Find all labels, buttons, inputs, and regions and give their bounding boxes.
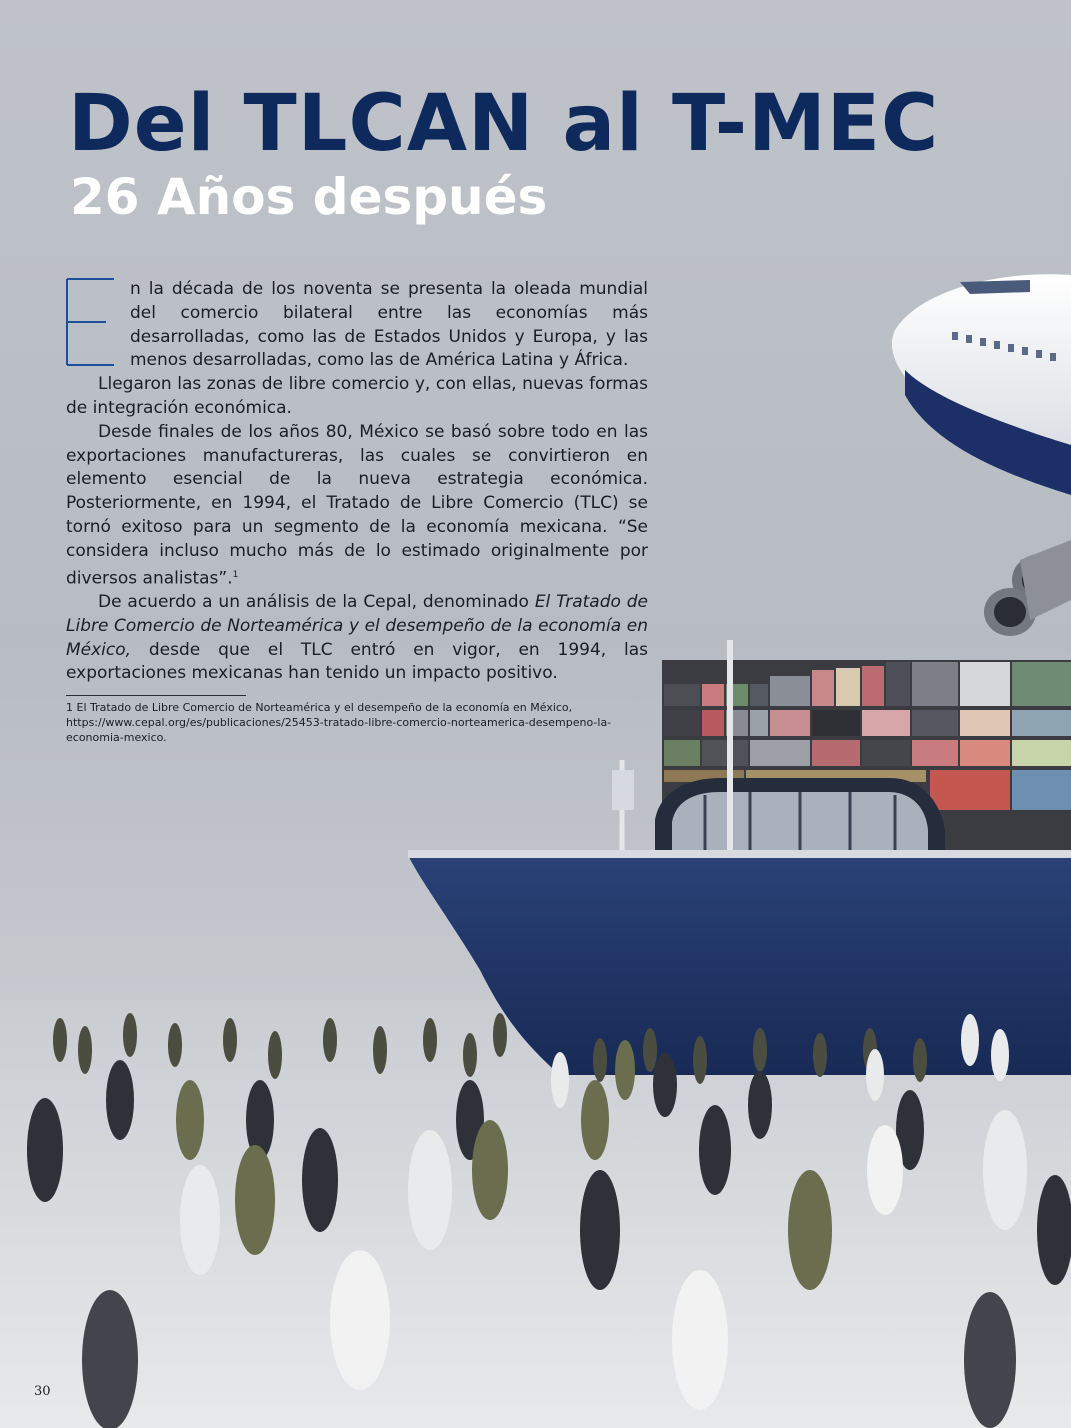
paragraph-3-text: Desde finales de los años 80, México se basó sobre todo en las exportaciones manufactureras, las cuales se convirtieron en elemento esencial de la nueva estrategia económica. Posteriormente, en 1994, el Tratado de Libre Comercio (TLC) se tornó exitoso para un segmento de la economía mexicana. “Se considera incluso mucho más de lo estimado originalmente por diversos analistas”. xyxy=(66,421,648,589)
footnote-ref[interactable]: 1 xyxy=(232,569,239,580)
article-title: Del TLCAN al T-MEC xyxy=(68,79,940,169)
paragraph-2: Llegaron las zonas de libre comercio y, con ellas, nuevas formas de integración económica. xyxy=(66,374,648,418)
paragraph-4-rest: desde que el TLC entró en vigor, en 1994, las exportaciones mexicanas han tenido un impacto positivo. xyxy=(66,639,648,684)
article-subtitle: 26 Años después xyxy=(70,168,548,226)
paragraph-4-intro: De acuerdo a un análisis de la Cepal, denominado xyxy=(98,592,535,613)
footnote: 1 El Tratado de Libre Comercio de Norteamérica y el desempeño de la economía en México, https://www.cepal.org/es/publicaciones/25453-tratado-libre-comercio-norteamerica-desempeno-la-economia-mexico. xyxy=(66,701,612,744)
paragraph-3 xyxy=(66,421,648,591)
paragraph-1: n la década de los noventa se presenta la oleada mundial del comercio bilateral entre las economías más desarrolladas, como las de Estados Unidos y Europa, y las menos desarrolladas, como las de América Latina y África. xyxy=(130,279,648,371)
paragraph-4 xyxy=(66,591,648,686)
article-body xyxy=(66,278,648,686)
report-title: El Tratado de Libre Comercio de Norteamérica y el desempeño de la economía en México, xyxy=(66,592,648,660)
airplane xyxy=(892,274,1071,636)
footnote-divider xyxy=(66,695,246,696)
page-number: 30 xyxy=(34,1384,51,1399)
